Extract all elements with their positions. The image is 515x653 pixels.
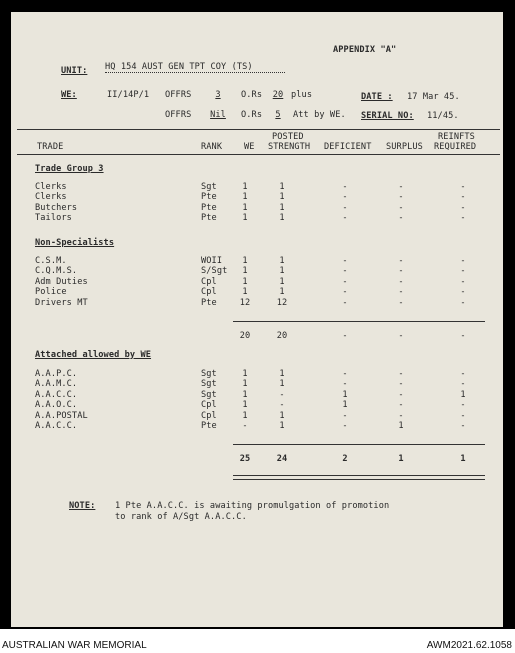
col-trade: TRADE (37, 142, 64, 152)
cell-trade: Tailors (35, 213, 72, 224)
document-page (11, 12, 503, 627)
appendix-label: APPENDIX "A" (333, 45, 397, 55)
cell-rank: Cpl (201, 276, 217, 287)
total-rule (233, 444, 485, 445)
cell-surplus: - (398, 369, 404, 379)
footer-accession: AWM2021.62.1058 (426, 640, 512, 651)
cell-we: 1 (242, 213, 248, 224)
col-reinfts-2: REQUIRED (434, 142, 477, 152)
cell-deficient: - (342, 379, 348, 390)
cell-rank: Cpl (201, 400, 217, 411)
cell-trade: A.A.P.C. (35, 369, 78, 379)
cell-deficient: - (342, 192, 348, 203)
total-double-rule-2 (233, 479, 485, 480)
ors-value: 20 (272, 90, 284, 100)
plus-text: plus (291, 90, 313, 100)
cell-trade: Adm Duties (35, 276, 88, 287)
cell-posted: 1 (279, 256, 285, 266)
subtotal-surplus: - (398, 331, 404, 341)
cell-reinfts: - (460, 256, 466, 266)
note-label: NOTE: (69, 501, 96, 511)
total-we: 25 (239, 454, 251, 464)
cell-posted: 1 (279, 410, 285, 421)
group-title: Trade Group 3 (35, 164, 104, 174)
cell-trade: A.A.M.C. (35, 379, 78, 390)
total-reinfts: 1 (460, 454, 466, 464)
cell-trade: Drivers MT (35, 297, 88, 308)
unit-label: UNIT: (61, 66, 88, 76)
footer-bar (0, 629, 515, 653)
subtotal-we: 20 (239, 331, 251, 341)
offrs-value: 3 (215, 90, 221, 100)
col-posted-1: POSTED (272, 132, 304, 142)
total-double-rule-1 (233, 475, 485, 476)
cell-posted: 1 (279, 369, 285, 379)
cell-trade: C.Q.M.S. (35, 266, 78, 277)
we-label: WE: (61, 90, 77, 100)
cell-surplus: - (398, 192, 404, 203)
offrs2-label: OFFRS (165, 110, 192, 120)
cell-deficient: - (342, 369, 348, 379)
cell-deficient: - (342, 256, 348, 266)
cell-posted: 1 (279, 276, 285, 287)
cell-posted: - (279, 389, 285, 400)
cell-we: 1 (242, 389, 248, 400)
cell-we: 1 (242, 182, 248, 192)
cell-surplus: - (398, 287, 404, 298)
cell-posted: 1 (279, 421, 285, 431)
cell-we: 1 (242, 400, 248, 411)
cell-trade: A.A.O.C. (35, 400, 78, 411)
cell-rank: Sgt (201, 182, 217, 192)
cell-trade: A.A.C.C. (35, 421, 78, 431)
cell-surplus: - (398, 400, 404, 411)
col-deficient: DEFICIENT (324, 142, 372, 152)
note-line-1: 1 Pte A.A.C.C. is awaiting promulgation of promotion (115, 501, 390, 511)
cell-trade: C.S.M. (35, 256, 67, 266)
date-label: DATE : (361, 92, 393, 102)
cell-rank: Pte (201, 421, 217, 431)
cell-surplus: - (398, 202, 404, 213)
cell-reinfts: - (460, 421, 466, 431)
cell-we: 12 (239, 297, 251, 308)
col-surplus: SURPLUS (386, 142, 423, 152)
cell-posted: 1 (279, 192, 285, 203)
cell-deficient: - (342, 287, 348, 298)
cell-rank: Cpl (201, 287, 217, 298)
cell-deficient: 1 (342, 400, 348, 411)
offrs2-value: Nil (210, 110, 226, 120)
cell-trade: A.A.POSTAL (35, 410, 88, 421)
col-rank: RANK (201, 142, 223, 152)
subtotal-posted: 20 (276, 331, 288, 341)
cell-rank: WOII (201, 256, 223, 266)
cell-we: 1 (242, 379, 248, 390)
total-deficient: 2 (342, 454, 348, 464)
cell-posted: 1 (279, 202, 285, 213)
date-value: 17 Mar 45. (407, 92, 460, 102)
cell-posted: 1 (279, 182, 285, 192)
ors-label: O.Rs (241, 90, 263, 100)
cell-reinfts: - (460, 410, 466, 421)
cell-posted: 1 (279, 213, 285, 224)
cell-reinfts: - (460, 182, 466, 192)
cell-we: 1 (242, 369, 248, 379)
col-reinfts-1: REINFTS (438, 132, 475, 142)
cell-rank: Pte (201, 192, 217, 203)
cell-posted: 1 (279, 379, 285, 390)
cell-rank: Sgt (201, 379, 217, 390)
group-title: Attached allowed by WE (35, 350, 152, 360)
cell-surplus: - (398, 389, 404, 400)
total-posted: 24 (276, 454, 288, 464)
serial-value: 11/45. (427, 111, 459, 121)
cell-rank: Sgt (201, 389, 217, 400)
cell-posted: 1 (279, 287, 285, 298)
att-text: Att by WE. (293, 110, 346, 120)
cell-reinfts: - (460, 276, 466, 287)
cell-surplus: - (398, 256, 404, 266)
cell-deficient: - (342, 421, 348, 431)
cell-surplus: - (398, 213, 404, 224)
ors2-value: 5 (275, 110, 281, 120)
cell-trade: Butchers (35, 202, 78, 213)
unit-value: HQ 154 AUST GEN TPT COY (TS) (105, 62, 285, 73)
cell-surplus: - (398, 276, 404, 287)
cell-trade: Clerks (35, 182, 67, 192)
cell-deficient: - (342, 297, 348, 308)
cell-deficient: - (342, 213, 348, 224)
cell-reinfts: - (460, 369, 466, 379)
cell-surplus: 1 (398, 421, 404, 431)
col-we: WE (244, 142, 255, 152)
subtotal-rule (233, 321, 485, 322)
cell-surplus: - (398, 297, 404, 308)
cell-reinfts: - (460, 202, 466, 213)
cell-deficient: - (342, 410, 348, 421)
cell-surplus: - (398, 182, 404, 192)
cell-rank: Pte (201, 297, 217, 308)
cell-rank: Pte (201, 213, 217, 224)
cell-trade: Police (35, 287, 67, 298)
cell-posted: 12 (276, 297, 288, 308)
cell-surplus: - (398, 266, 404, 277)
subtotal-deficient: - (342, 331, 348, 341)
cell-we: 1 (242, 202, 248, 213)
cell-reinfts: - (460, 297, 466, 308)
ors2-label: O.Rs (241, 110, 263, 120)
total-surplus: 1 (398, 454, 404, 464)
cell-deficient: - (342, 202, 348, 213)
cell-deficient: - (342, 276, 348, 287)
col-posted-2: STRENGTH (268, 142, 311, 152)
group-title: Non-Specialists (35, 238, 115, 248)
cell-we: - (242, 421, 248, 431)
cell-surplus: - (398, 410, 404, 421)
cell-reinfts: - (460, 379, 466, 390)
cell-posted: 1 (279, 266, 285, 277)
offrs-label: OFFRS (165, 90, 192, 100)
cell-we: 1 (242, 410, 248, 421)
cell-reinfts: - (460, 287, 466, 298)
cell-deficient: - (342, 182, 348, 192)
cell-we: 1 (242, 276, 248, 287)
cell-reinfts: - (460, 400, 466, 411)
cell-we: 1 (242, 266, 248, 277)
cell-rank: Pte (201, 202, 217, 213)
cell-deficient: - (342, 266, 348, 277)
cell-rank: Cpl (201, 410, 217, 421)
cell-deficient: 1 (342, 389, 348, 400)
cell-trade: Clerks (35, 192, 67, 203)
cell-posted: - (279, 400, 285, 411)
cell-reinfts: - (460, 213, 466, 224)
we-value: II/14P/1 (107, 90, 150, 100)
cell-rank: Sgt (201, 369, 217, 379)
cell-we: 1 (242, 192, 248, 203)
note-line-2: to rank of A/Sgt A.A.C.C. (115, 512, 247, 522)
cell-reinfts: - (460, 192, 466, 203)
cell-surplus: - (398, 379, 404, 390)
cell-we: 1 (242, 287, 248, 298)
cell-reinfts: - (460, 266, 466, 277)
header-rule-bottom (17, 154, 500, 155)
cell-trade: A.A.C.C. (35, 389, 78, 400)
cell-rank: S/Sgt (201, 266, 228, 277)
header-rule-top (17, 129, 500, 130)
footer-source: AUSTRALIAN WAR MEMORIAL (2, 640, 147, 651)
serial-label: SERIAL NO: (361, 111, 414, 121)
cell-reinfts: 1 (460, 389, 466, 400)
cell-we: 1 (242, 256, 248, 266)
subtotal-reinfts: - (460, 331, 466, 341)
